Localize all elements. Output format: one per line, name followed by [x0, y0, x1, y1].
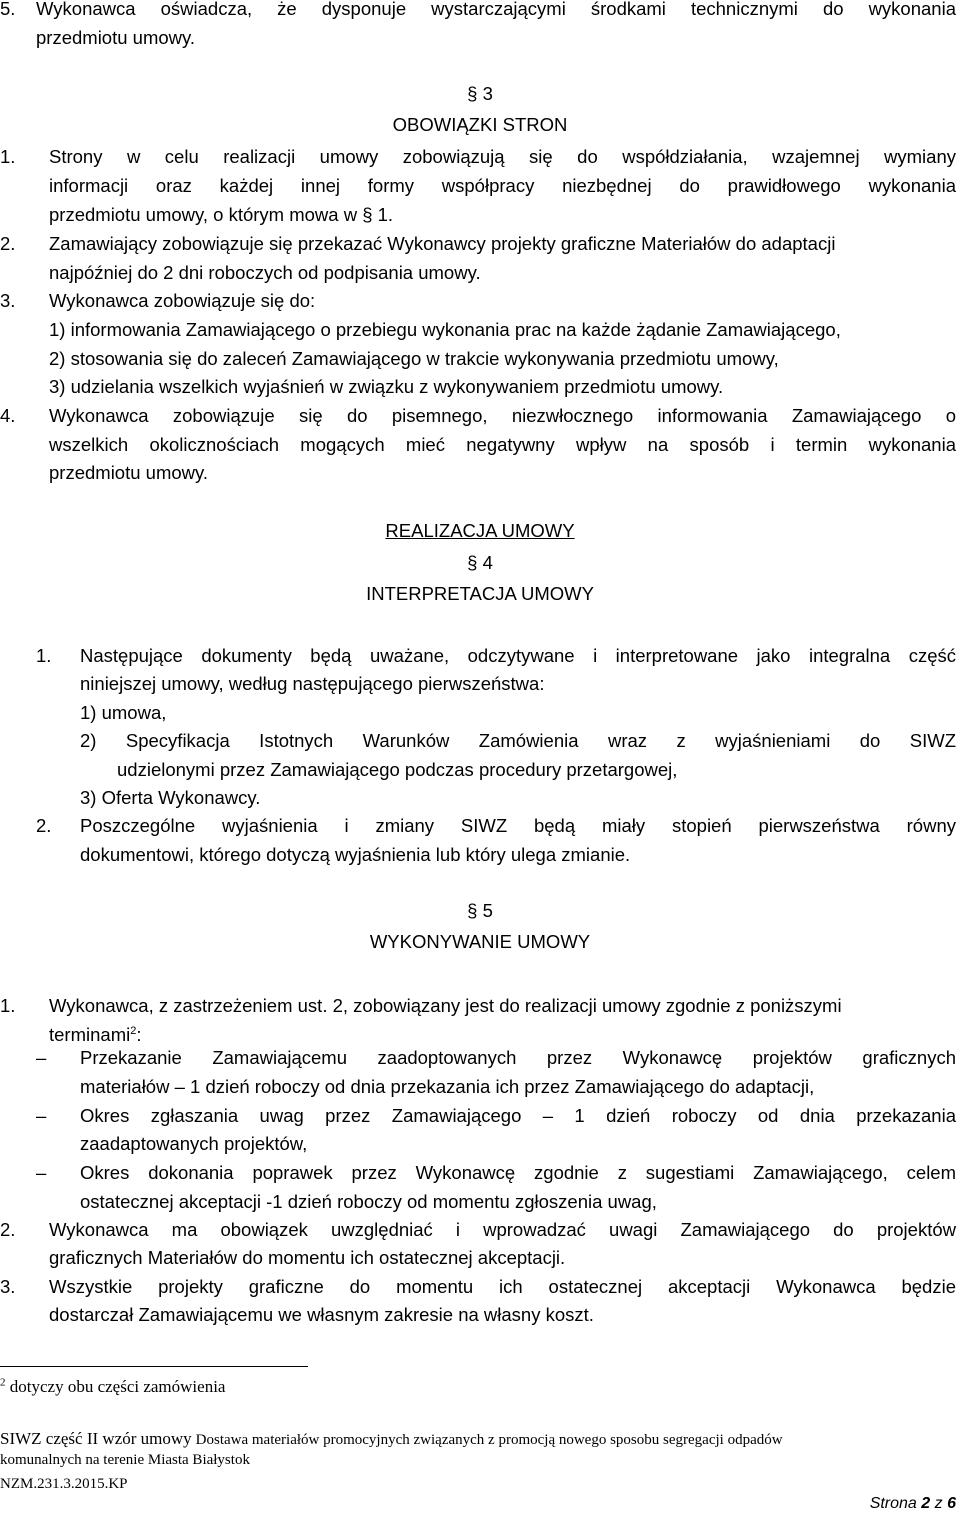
- paragraph-line: Strony w celu realizacji umowy zobowiązują się do współdziałania, wzajemnej wymiany: [49, 146, 956, 167]
- list-item: 2) stosowania się do zaleceń Zamawiającego w trakcie wykonywania przedmiotu umowy,: [49, 348, 779, 369]
- paragraph-line: najpóźniej do 2 dni roboczych od podpisania umowy.: [49, 262, 481, 283]
- paragraph-line: niniejszej umowy, według następującego pierwszeństwa:: [80, 673, 545, 694]
- item-number: 2.: [36, 815, 52, 836]
- dash-bullet: –: [36, 1047, 47, 1068]
- terminami-text: terminami: [49, 1024, 131, 1045]
- paragraph-line: przedmiotu umowy.: [36, 27, 196, 48]
- item-number: 2.: [0, 1219, 16, 1240]
- item-number: 3.: [0, 1276, 16, 1297]
- footer-reference: NZM.231.3.2015.KP: [0, 1476, 128, 1492]
- dash-bullet: –: [36, 1105, 47, 1126]
- footer-line: [0, 1430, 783, 1449]
- page-current: 2: [921, 1495, 931, 1512]
- section-title: OBOWIĄZKI STRON: [392, 114, 568, 135]
- section-title: WYKONYWANIE UMOWY: [369, 931, 591, 952]
- paragraph-line: przedmiotu umowy.: [49, 462, 209, 483]
- item-number: 1.: [36, 645, 52, 666]
- footnote: [0, 1378, 225, 1396]
- dash-bullet: –: [36, 1162, 47, 1183]
- page-label: Strona: [869, 1495, 917, 1512]
- bullet-line: Okres dokonania poprawek przez Wykonawcę zgodnie z sugestiami Zamawiającego, celem: [80, 1162, 956, 1183]
- paragraph-line: Wszystkie projekty graficzne do momentu ich ostatecznej akceptacji Wykonawca będzie: [49, 1276, 956, 1297]
- item-number: 1.: [0, 995, 16, 1016]
- paragraph-line: informacji oraz każdej innej formy współpracy niezbędnej do prawidłowego wykonania: [49, 175, 956, 196]
- paragraph-line: Wykonawca ma obowiązek uwzględniać i wprowadzać uwagi Zamawiającego do projektów: [49, 1219, 956, 1240]
- list-item: 2) Specyfikacja Istotnych Warunków Zamówienia wraz z wyjaśnieniami do SIWZ: [80, 730, 956, 751]
- bullet-line: ostatecznej akceptacji -1 dzień roboczy od momentu zgłoszenia uwag,: [80, 1191, 657, 1212]
- footer-line: komunalnych na terenie Miasta Białystok: [0, 1452, 250, 1468]
- item-number: 3.: [0, 290, 16, 311]
- list-item: 1) informowania Zamawiającego o przebiegu wykonania prac na każde żądanie Zamawiającego,: [49, 319, 841, 340]
- item-number: 1.: [0, 146, 16, 167]
- paragraph-line: Następujące dokumenty będą uważane, odczytywane i interpretowane jako integralna część: [80, 645, 956, 666]
- chapter-heading: REALIZACJA UMOWY: [385, 520, 575, 541]
- paragraph-line: graficznych Materiałów do momentu ich ostatecznej akceptacji.: [49, 1247, 566, 1268]
- paragraph-line: Poszczególne wyjaśnienia i zmiany SIWZ będą miały stopień pierwszeństwa równy: [80, 815, 956, 836]
- paragraph-line: dokumentowi, którego dotyczą wyjaśnienia lub który ulega zmianie.: [80, 844, 631, 865]
- paragraph-line: Zamawiający zobowiązuje się przekazać Wykonawcy projekty graficzne Materiałów do adaptacji: [49, 233, 836, 254]
- paragraph-line: Wykonawca zobowiązuje się do:: [49, 290, 316, 311]
- footnote-separator: [0, 1366, 308, 1367]
- bullet-line: Przekazanie Zamawiającemu zaadoptowanych przez Wykonawcę projektów graficznych: [80, 1047, 956, 1068]
- list-item: udzielonymi przez Zamawiającego podczas procedury przetargowej,: [117, 759, 678, 780]
- paragraph-line: [49, 1024, 141, 1046]
- list-item: 1) umowa,: [80, 702, 167, 723]
- footer-doc-title: SIWZ część II wzór umowy: [0, 1429, 192, 1448]
- paragraph-line: Wykonawca zobowiązuje się do pisemnego, niezwłocznego informowania Zamawiającego o: [49, 405, 956, 426]
- item-number: 4.: [0, 405, 16, 426]
- paragraph-line: Wykonawca, z zastrzeżeniem ust. 2, zobowiązany jest do realizacji umowy zgodnie z poniższymi: [49, 995, 842, 1016]
- list-item: 3) Oferta Wykonawcy.: [80, 787, 261, 808]
- list-item: 3) udzielania wszelkich wyjaśnień w związku z wykonywaniem przedmiotu umowy.: [49, 376, 724, 397]
- paragraph-line: wszelkich okolicznościach mogących mieć negatywny wpływ na sposób i termin wykonania: [49, 434, 956, 455]
- footnote-number: 2: [0, 1376, 6, 1389]
- footer-subject: Dostawa materiałów promocyjnych związanych z promocją nowego sposobu segregacji odpadów: [195, 1432, 783, 1448]
- paragraph-line: przedmiotu umowy, o którym mowa w § 1.: [49, 204, 394, 225]
- bullet-line: Okres zgłaszania uwag przez Zamawiającego – 1 dzień roboczy od dnia przekazania: [80, 1105, 956, 1126]
- footnote-text: dotyczy obu części zamówienia: [9, 1377, 226, 1396]
- bullet-line: materiałów – 1 dzień roboczy od dnia przekazania ich przez Zamawiającego do adaptacji,: [80, 1076, 815, 1097]
- paragraph-line: Wykonawca oświadcza, że dysponuje wystarczającymi środkami technicznymi do wykonania: [36, 0, 956, 19]
- section-number: § 3: [467, 83, 493, 104]
- section-number: § 5: [467, 900, 493, 921]
- page-number: [870, 1495, 956, 1513]
- section-title: INTERPRETACJA UMOWY: [366, 583, 594, 604]
- colon: :: [136, 1024, 142, 1045]
- page-separator: z: [934, 1495, 943, 1512]
- section-number: § 4: [467, 552, 493, 573]
- item-number: 2.: [0, 233, 16, 254]
- footnote-ref: 2: [130, 1024, 137, 1037]
- page-total: 6: [947, 1495, 956, 1512]
- item-number: 5.: [0, 0, 16, 19]
- paragraph-line: dostarczał Zamawiającemu we własnym zakresie na własny koszt.: [49, 1304, 594, 1325]
- bullet-line: zaadaptowanych projektów,: [80, 1133, 308, 1154]
